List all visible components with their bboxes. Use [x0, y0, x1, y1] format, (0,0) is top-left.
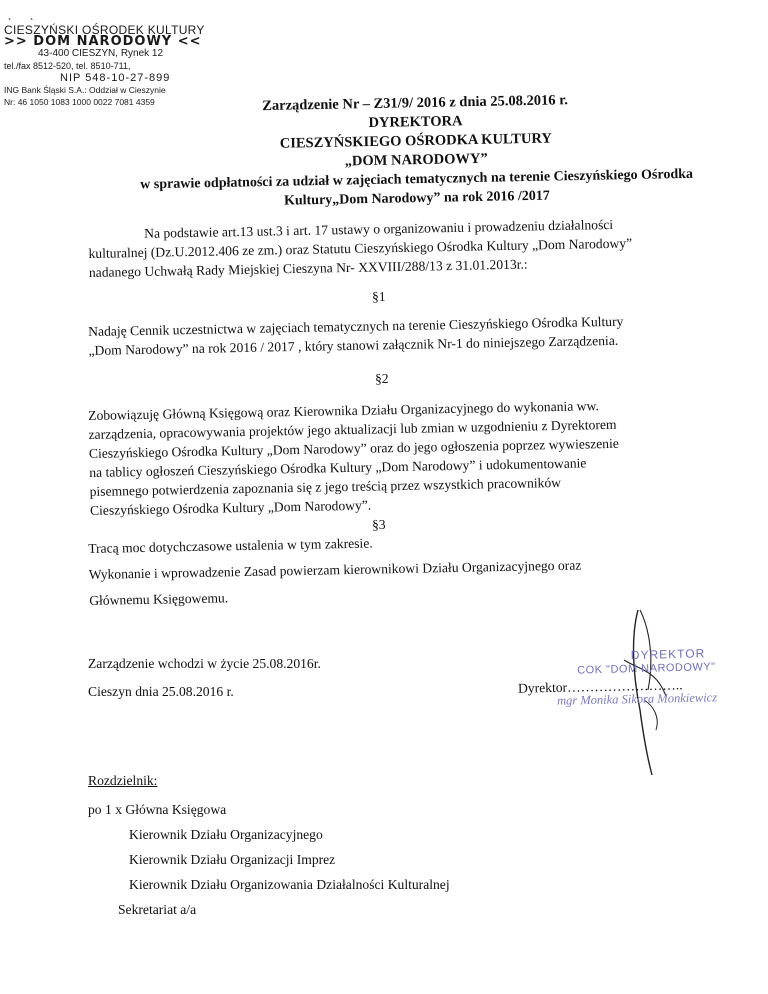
letterhead-marks: ¸ ¸	[8, 10, 42, 21]
letterhead-stamp	[4, 10, 254, 108]
letterhead-name: >> DOM NARODOWY <<	[4, 34, 202, 49]
distribution-first: po 1 x Główna Księgowa	[88, 802, 227, 817]
distribution-item: Kierownik Działu Organizacyjnego	[129, 827, 323, 842]
section-3-text	[88, 527, 582, 614]
place-date: Cieszyn dnia 25.08.2016 r.	[88, 684, 234, 699]
stamp-title: DYREKTOR	[630, 646, 706, 663]
section-3-line-3: Głównemu Księgowemu.	[89, 590, 229, 608]
letterhead-nip: NIP 548-10-27-899	[60, 72, 171, 84]
section-2-line-5: pisemnego potwierdzenia zapoznania się z jego treścią przez wszystkich pracowników	[89, 474, 562, 499]
stamp-org: COK "DOM NARODOWY"	[577, 660, 716, 677]
preamble-line-1: Na podstawie art.13 ust.3 i art. 17 ustawy o organizowaniu i prowadzeniu działalności	[144, 216, 614, 241]
director-stamp	[577, 644, 768, 677]
section-2-text	[88, 396, 620, 520]
section-3-line-1: Tracą moc dotychczasowe ustalenia w tym zakresie.	[88, 535, 373, 556]
letterhead-bank: ING Bank Śląski S.A.: Oddział w Cieszynie	[4, 85, 166, 95]
stamp-name: mgr Monika Sikora Monkiewicz	[556, 690, 718, 708]
section-3-sign: §3	[371, 516, 386, 533]
preamble	[88, 215, 633, 282]
letterhead-address: 43-400 CIESZYN, Rynek 12	[38, 48, 164, 59]
title-line-5: w sprawie odpłatności za udział w zajęciach tematycznych na terenie Cieszyńskiego Ośrodka	[140, 166, 694, 193]
title-line-6: Kultury„Dom Narodowy” na rok 2016 /2017	[283, 188, 551, 209]
distribution-item: Sekretariat a/a	[118, 902, 197, 917]
section-1-line-1: Nadaję Cennik uczestnictwa w zajęciach tematycznych na terenie Cieszyńskiego Ośrodka Kultury	[88, 313, 624, 339]
letterhead-account: Nr: 46 1050 1083 1000 0022 7081 4359	[4, 97, 155, 107]
section-2-line-4: na tablicy ogłoszeń Cieszyńskiego Ośrodka Kultury „Dom Narodowy” i udokumentowanie	[89, 455, 587, 480]
section-2-sign: §2	[374, 370, 389, 387]
distribution-item: Kierownik Działu Organizowania Działalności Kulturalnej	[129, 877, 450, 892]
section-2-line-2: zarządzenia, opracowywania projektów jego aktualizacji lub zmian w uzgodnieniu z Dyrektorem	[88, 416, 617, 442]
section-1-line-2: „Dom Narodowy” na rok 2016 / 2017 , który stanowi załącznik Nr-1 do niniejszego Zarządzenia.	[88, 332, 619, 358]
section-2-line-6: Cieszyńskiego Ośrodka Kultury „Dom Narodowy”.	[89, 497, 372, 518]
dyrektor-signature-line: Dyrektor……………………..	[517, 677, 683, 696]
section-2-line-1: Zobowiązuję Główną Księgową oraz Kierownika Działu Organizacyjnego do wykonania ww.	[88, 398, 599, 423]
letterhead-org: CIESZYŃSKI OŚRODEK KULTURY	[4, 23, 205, 37]
distribution-item: Kierownik Działu Organizacji Imprez	[129, 852, 336, 867]
title-line-3: CIESZYŃSKIEGO OŚRODKA KULTURY	[279, 130, 553, 152]
section-1-sign: §1	[371, 288, 386, 305]
section-3-line-2: Wykonanie i wprowadzenie Zasad powierzam kierownikowi Działu Organizacyjnego oraz	[88, 557, 582, 582]
distribution-title: Rozdzielnik:	[88, 773, 158, 788]
title-line-4: „DOM NARODOWY”	[344, 150, 488, 170]
section-1-text	[88, 312, 624, 360]
document-title	[110, 88, 722, 214]
title-line-1: Zarządzenie Nr – Z31/9/ 2016 z dnia 25.08.2016 r.	[262, 92, 569, 115]
preamble-line-3: nadanego Uchwałą Rady Miejskiej Cieszyna Nr- XXVIII/288/13 z 31.01.2013r.:	[88, 256, 528, 280]
effective-date: Zarządzenie wchodzi w życie 25.08.2016r.	[88, 656, 321, 671]
title-line-2: DYREKTORA	[368, 113, 463, 132]
section-2-line-3: Cieszyńskiego Ośrodka Kultury „Dom Narodowy” oraz do jego ogłoszenia poprzez wywieszenie	[88, 435, 619, 461]
preamble-line-2: kulturalnej (Dz.U.2012.406 ze zm.) oraz Statutu Cieszyńskiego Ośrodka Kultury „Dom Narodowy”	[88, 235, 633, 261]
letterhead-tel: tel./fax 8512-520, tel. 8510-711,	[4, 61, 131, 71]
